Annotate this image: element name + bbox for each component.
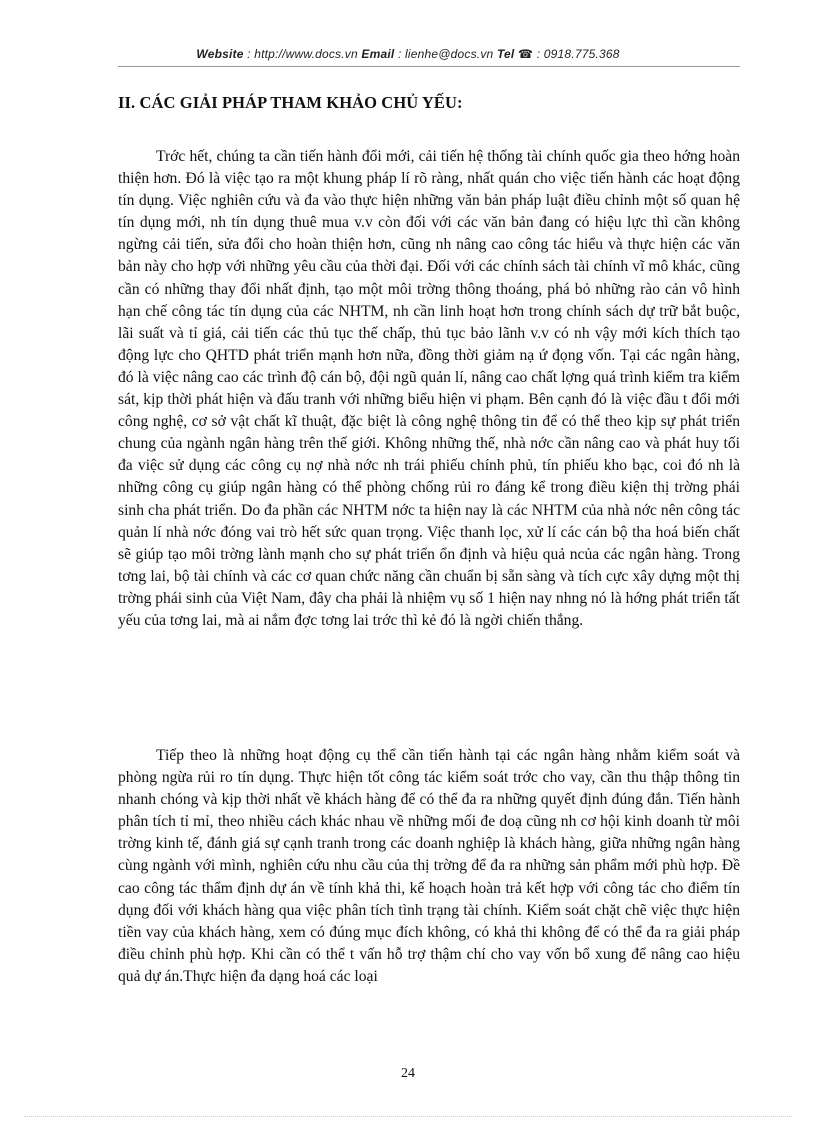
email-address[interactable]: : lienhe@docs.vn xyxy=(397,47,494,61)
body-paragraph-2: Tiếp theo là những hoạt động cụ thể cần tiến hành tại các ngân hàng nhằm kiểm soát và phòng ngừa rủi ro tín dụng. Thực hiện tốt công tác kiểm soát trớc cho vay, cần thu thập thông tin nhanh chóng và kịp thời nhất về khách hàng để có thể đa ra những quyết định đúng đắn. Tiến hành phân tích tỉ mỉ, theo nhiều cách khác nhau về những mối đe doạ cũng nh cơ hội kinh doanh từ môi trờng kinh tế, đánh giá sự cạnh tranh trong các doanh nghiệp là khách hàng, giữa những ngân hàng cùng ngành với mình, nghiên cứu nhu cầu của thị trờng để đa ra những sản phẩm mới phù hợp. Đề cao công tác thẩm định dự án về tính khả thi, kế hoạch hoàn trả kết hợp với công tác cho điểm tín dụng đối với khách hàng qua việc phân tích tình trạng tài chính. Kiểm soát chặt chẽ việc thực hiện tiền vay của khách hàng, xem có đúng mục đích không, có khả thi không để có thể đa ra giải pháp điều chỉnh phù hợp. Khi cần có thể t vấn hỗ trợ thậm chí cho vay vốn bổ xung để nâng cao hiệu quả dự án.Thực hiện đa dạng hoá các loại xyxy=(118,747,740,985)
email-label: Email xyxy=(361,47,395,61)
website-label: Website xyxy=(196,47,244,61)
page-header xyxy=(0,47,816,61)
tel-label: Tel xyxy=(496,47,515,61)
section-title: II. CÁC GIẢI PHÁP THAM KHẢO CHỦ YẾU: xyxy=(118,93,463,112)
phone-icon: ☎ xyxy=(518,47,534,61)
website-url[interactable]: : http://www.docs.vn xyxy=(247,47,358,61)
footer-divider xyxy=(24,1116,792,1117)
page-number: 24 xyxy=(401,1066,415,1081)
header-divider xyxy=(118,66,740,67)
body-paragraph-1: Trớc hết, chúng ta cần tiến hành đổi mới, cải tiến hệ thống tài chính quốc gia theo hớng hoàn thiện hơn. Đó là việc tạo ra một khung pháp lí rõ ràng, nhất quán cho việc tiến hành các hoạt động tín dụng. Việc nghiên cứu và đa vào thực hiện những văn bản pháp luật điều chỉnh một số quan hệ tín dụng mới, nh tín dụng thuê mua v.v còn đối với các văn bản đang có hiệu lực thì cần không ngừng cải tiến, sửa đổi cho hoàn thiện hơn, cũng nh nâng cao công tác hiểu và thực hiện các văn bản này cho hợp với những yêu cầu của thời đại. Đối với các chính sách tài chính vĩ mô khác, cũng cần có những thay đổi nhất định, tạo một môi trờng thông thoáng, phá bỏ những rào cản vô hình hạn chế công tác tín dụng của các NHTM, nh cần linh hoạt hơn trong chính sách dự trữ bắt buộc, lãi suất và tỉ giá, cải tiến các thủ tục thế chấp, thủ tục bảo lãnh v.v có nh vậy mới kích thích tạo động lực cho QHTD phát triển mạnh hơn nữa, đồng thời giảm nạ ứ đọng vốn. Tại các ngân hàng, đó là việc nâng cao các trình độ cán bộ, đội ngũ quản lí, nâng cao chất lợng quá trình kiểm tra kiểm sát, kịp thời phát hiện và đấu tranh với những biểu hiện vi phạm. Bên cạnh đó là việc đầu t đổi mới công nghệ, cơ sở vật chất kĩ thuật, đặc biệt là công nghệ thông tin để có thể theo kịp sự phát triển chung của ngành ngân hàng trên thế giới. Không những thế, nhà nớc cần nâng cao và phát huy tối đa việc sử dụng các công cụ nợ nhà nớc nh trái phiếu chính phủ, tín phiếu kho bạc, coi đó nh là những công cụ giúp ngân hàng có thể phòng chống rủi ro đáng kể trong điều kiện thị trờng phái sinh cha phát triển. Do đa phần các NHTM nớc ta hiện nay là các NHTM của nhà nớc nên công tác quản lí nhà nớc đóng vai trò hết sức quan trọng. Việc thanh lọc, xử lí các cán bộ tha hoá biến chất sẽ giúp tạo môi trờng lành mạnh cho sự phát triển ổn định và hiệu quả ncủa các ngân hàng. Trong tơng lai, bộ tài chính và các cơ quan chức năng cần chuẩn bị sẵn sàng và tích cực xây dựng một thị trờng phái sinh của Việt Nam, đây cha phải là nhiệm vụ số 1 hiện nay nhng nó là hớng phát triển tất yếu của tơng lai, mà ai nắm đợc tơng lai trớc thì kẻ đó là ngời chiến thắng. xyxy=(118,148,740,629)
tel-number: : 0918.775.368 xyxy=(536,47,620,61)
